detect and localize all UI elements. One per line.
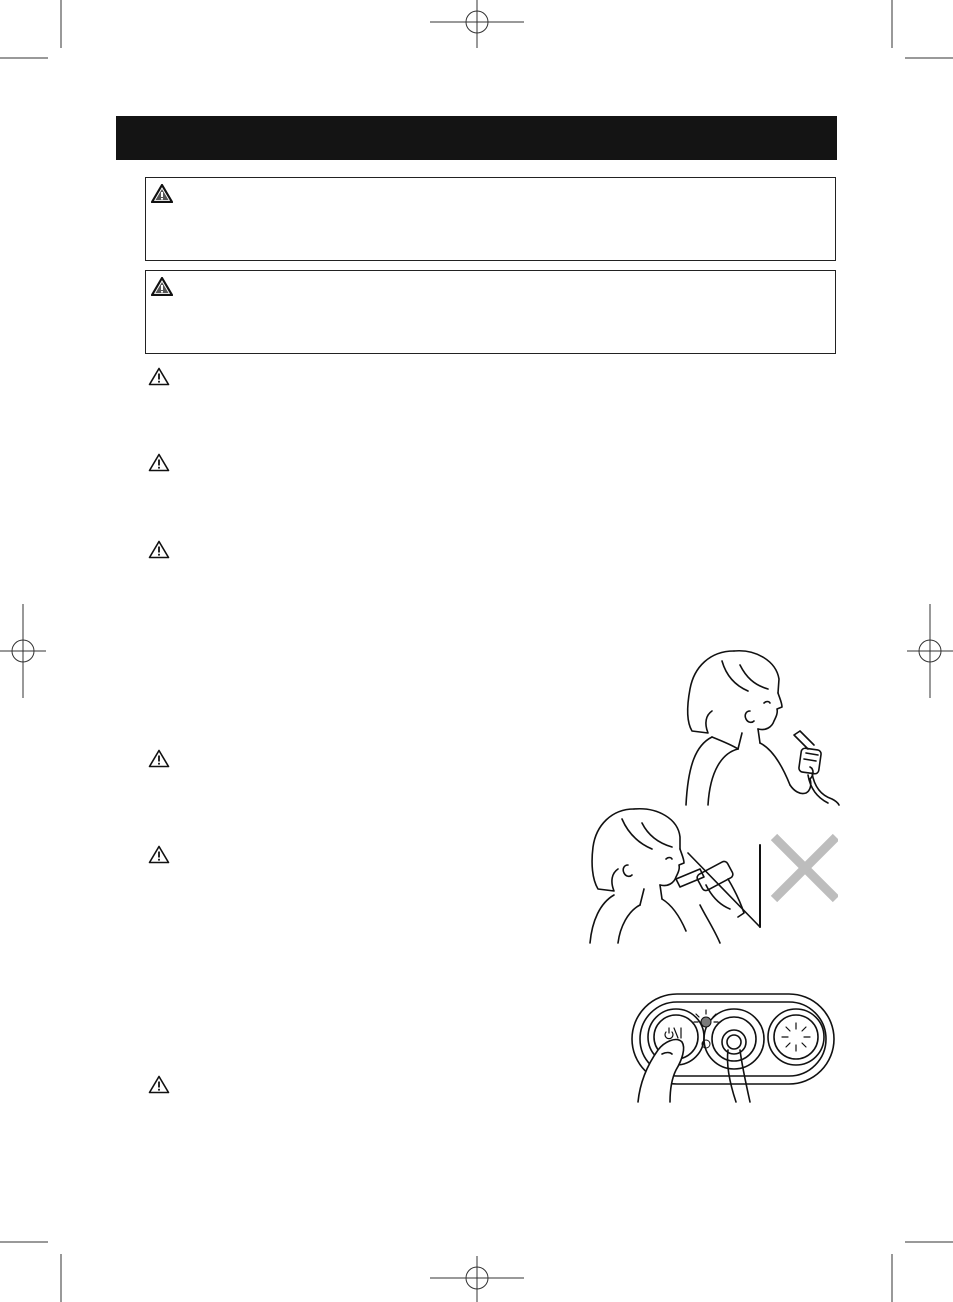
girl-tilting-nebulizer-illustration xyxy=(588,805,838,945)
caution-triangle-icon xyxy=(148,367,170,386)
girl-using-nebulizer-upright-illustration xyxy=(682,645,840,810)
caution-triangle-icon xyxy=(148,845,170,864)
caution-triangle-icon xyxy=(148,453,170,472)
warning-box-2 xyxy=(145,270,836,354)
warning-box-1 xyxy=(145,177,836,261)
caution-triangle-icon xyxy=(148,540,170,559)
cross-icon xyxy=(774,837,836,899)
warning-triangle-filled-icon xyxy=(151,277,173,296)
section-header-bar xyxy=(116,116,837,160)
caution-triangle-icon xyxy=(148,1075,170,1094)
caution-triangle-icon xyxy=(148,749,170,768)
power-switch-panel-illustration xyxy=(630,992,836,1104)
warning-triangle-filled-icon xyxy=(151,184,173,203)
